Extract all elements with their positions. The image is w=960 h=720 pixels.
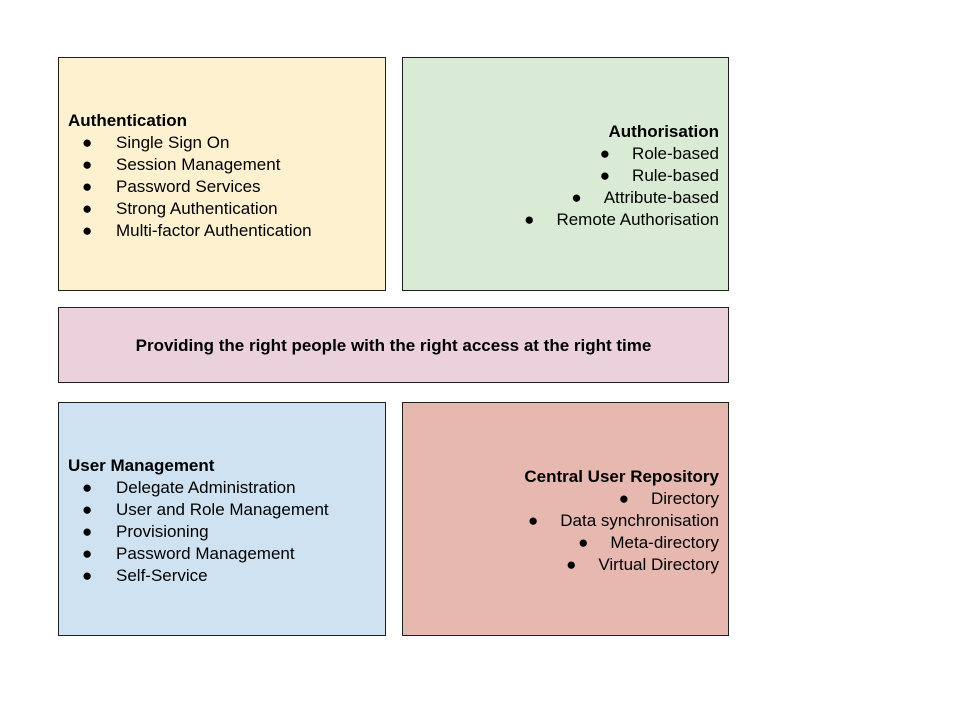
- bullet-icon: ●: [599, 144, 611, 163]
- bullet-icon: ●: [571, 188, 582, 207]
- list-item: [68, 521, 329, 543]
- list-item: [524, 532, 719, 554]
- list-item: [524, 143, 719, 165]
- bullet-icon: ●: [82, 544, 93, 563]
- bullet-icon: ●: [82, 155, 93, 174]
- bullet-icon: ●: [566, 555, 577, 574]
- list-item-label: Remote Authorisation: [556, 210, 719, 229]
- authentication-heading: Authentication: [68, 111, 187, 130]
- list-item: [68, 220, 312, 242]
- bullet-icon: ●: [527, 511, 539, 530]
- list-item-label: Single Sign On: [116, 133, 230, 152]
- central-user-repository-heading: Central User Repository: [524, 467, 719, 486]
- list-item: [524, 165, 719, 187]
- list-item-label: Attribute-based: [603, 188, 719, 207]
- authorisation-box: [402, 57, 729, 291]
- list-item-label: Delegate Administration: [116, 478, 296, 497]
- list-item: [68, 477, 329, 499]
- mission-statement: Providing the right people with the right access at the right time: [135, 336, 652, 355]
- list-item: [524, 510, 719, 532]
- bullet-icon: ●: [82, 133, 93, 152]
- bullet-icon: ●: [82, 177, 93, 196]
- bullet-icon: ●: [82, 221, 93, 240]
- user-management-box: [58, 402, 386, 636]
- bullet-icon: ●: [82, 199, 93, 218]
- authorisation-heading: Authorisation: [608, 122, 719, 141]
- authorisation-content: [524, 121, 719, 231]
- bullet-icon: ●: [524, 210, 535, 229]
- central-user-repository-list: [524, 488, 719, 576]
- list-item-label: Provisioning: [116, 522, 209, 541]
- list-item-label: Meta-directory: [610, 533, 719, 552]
- list-item-label: Multi-factor Authentication: [116, 221, 312, 240]
- list-item-label: User and Role Management: [116, 500, 329, 519]
- list-item: [68, 154, 312, 176]
- list-item-label: Directory: [650, 489, 719, 508]
- list-item: [68, 132, 312, 154]
- authentication-content: [68, 110, 312, 242]
- list-item-label: Virtual Directory: [598, 555, 719, 574]
- bullet-icon: ●: [618, 489, 629, 508]
- list-item: [524, 187, 719, 209]
- list-item-label: Password Services: [116, 177, 261, 196]
- list-item: [68, 543, 329, 565]
- list-item-label: Self-Service: [116, 566, 208, 585]
- central-user-repository-content: [524, 466, 719, 576]
- bullet-icon: ●: [599, 166, 611, 185]
- list-item-label: Password Management: [116, 544, 295, 563]
- authentication-list: [68, 132, 312, 242]
- list-item: [524, 554, 719, 576]
- bullet-icon: ●: [82, 478, 93, 497]
- bullet-icon: ●: [578, 533, 589, 552]
- bullet-icon: ●: [82, 566, 93, 585]
- list-item-label: Role-based: [632, 144, 719, 163]
- list-item: [524, 488, 719, 510]
- user-management-content: [68, 455, 329, 587]
- authorisation-list: [524, 143, 719, 231]
- list-item-label: Strong Authentication: [116, 199, 278, 218]
- bullet-icon: ●: [82, 500, 93, 519]
- list-item: [524, 209, 719, 231]
- list-item-label: Rule-based: [632, 166, 719, 185]
- list-item: [68, 198, 312, 220]
- central-user-repository-box: [402, 402, 729, 636]
- list-item: [68, 499, 329, 521]
- list-item: [68, 565, 329, 587]
- list-item-label: Session Management: [116, 155, 281, 174]
- user-management-heading: User Management: [68, 456, 215, 475]
- list-item-label: Data synchronisation: [560, 511, 719, 530]
- user-management-list: [68, 477, 329, 587]
- bullet-icon: ●: [82, 522, 93, 541]
- authentication-box: [58, 57, 386, 291]
- mission-banner: [58, 307, 729, 383]
- list-item: [68, 176, 312, 198]
